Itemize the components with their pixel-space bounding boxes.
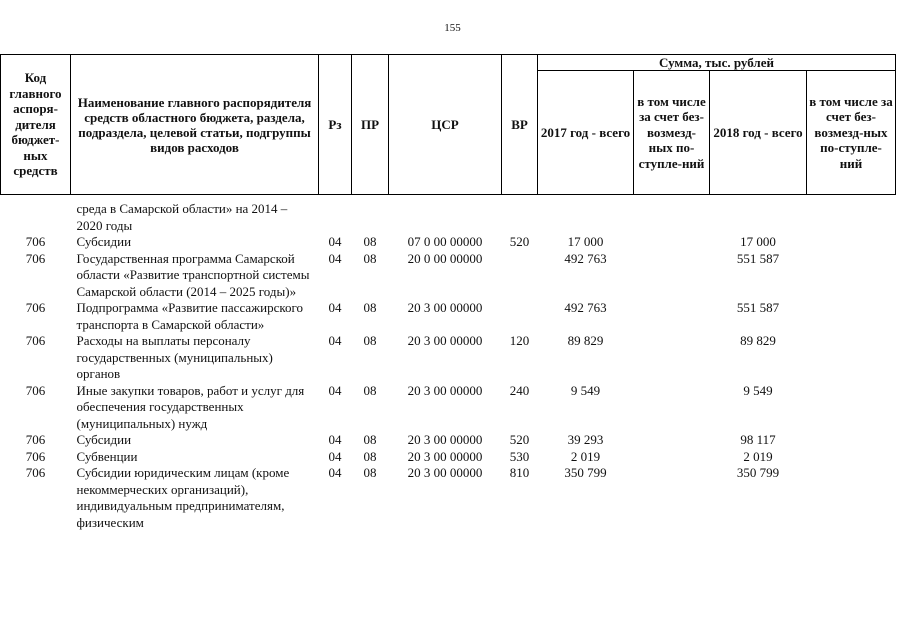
- row-gratuitous-2018: [807, 333, 896, 383]
- row-gratuitous-2017: [634, 251, 710, 301]
- table-row: [1, 333, 896, 383]
- row-code: 706: [25, 448, 46, 464]
- row-vr: 530: [509, 448, 530, 464]
- row-total-2018: 350 799: [736, 465, 780, 480]
- page-number: 155: [444, 22, 461, 34]
- row-total-2017: 39 293: [567, 432, 604, 447]
- header-code: Код главного аспоря-дителя бюджет-ных средств: [1, 55, 71, 195]
- row-name: Иные закупки товаров, работ и услуг для обеспечения государственных (муниципальных) нужд: [76, 382, 305, 431]
- row-total-2018: 17 000: [740, 234, 776, 249]
- row-csr: 07 0 00 00000: [407, 234, 483, 249]
- row-name: среда в Самарской области» на 2014 – 2020 годы: [76, 201, 288, 233]
- row-rz: 04: [328, 382, 342, 398]
- row-pr: 08: [363, 234, 377, 249]
- row-vr: 120: [509, 333, 530, 348]
- row-pr: 08: [363, 432, 377, 447]
- row-code: 706: [25, 234, 46, 249]
- row-total-2017: 17 000: [567, 234, 604, 249]
- row-name: Субсидии юридическим лицам (кроме некоммерческих организаций), индивидуальным предпринимателям, физическим: [76, 465, 290, 530]
- row-gratuitous-2018: [807, 383, 896, 433]
- row-rz: [319, 201, 352, 234]
- row-vr: 520: [509, 234, 530, 249]
- row-gratuitous-2018: [807, 465, 896, 531]
- row-pr: 08: [363, 250, 377, 266]
- row-name: Субсидии: [76, 432, 132, 447]
- row-pr: [352, 201, 389, 234]
- row-code: 706: [25, 333, 46, 348]
- row-total-2017: 89 829: [567, 333, 604, 348]
- row-vr: 240: [509, 382, 530, 398]
- table-body: [1, 195, 896, 532]
- table-row: [1, 432, 896, 449]
- header-total-2018: 2018 год - всего: [710, 71, 807, 195]
- table-row: [1, 234, 896, 251]
- row-name: Подпрограмма «Развитие пассажирского транспорта в Самарской области»: [76, 300, 304, 332]
- row-total-2017: 492 763: [564, 300, 607, 315]
- table-row: [1, 251, 896, 301]
- row-code: 706: [25, 465, 46, 480]
- row-total-2018: 551 587: [736, 250, 780, 266]
- row-total-2018: 2 019: [743, 448, 773, 464]
- row-total-2017: 350 799: [564, 465, 607, 480]
- table-header: [1, 55, 896, 195]
- row-csr: 20 3 00 00000: [407, 382, 483, 398]
- header-total-2017: 2017 год - всего: [538, 71, 634, 195]
- row-gratuitous-2018: [807, 449, 896, 466]
- row-gratuitous-2017: [634, 234, 710, 251]
- row-rz: 04: [328, 250, 342, 266]
- header-gratuitous-2018: в том числе за счет без-возмезд-ных по-ступле-ний: [807, 71, 896, 195]
- row-gratuitous-2017: [634, 300, 710, 333]
- row-gratuitous-2017: [634, 465, 710, 531]
- row-pr: 08: [363, 465, 377, 480]
- row-name: Государственная программа Самарской области «Развитие транспортной системы Самарской области (2014 – 2025 годы)»: [76, 250, 310, 299]
- table-row: [1, 465, 896, 531]
- row-vr: [502, 201, 538, 234]
- header-sum-group: Сумма, тыс. рублей: [538, 55, 896, 71]
- row-vr: [502, 300, 538, 333]
- row-code: 706: [25, 300, 46, 315]
- row-csr: [389, 201, 502, 234]
- table-row: [1, 201, 896, 234]
- row-total-2018: 89 829: [740, 333, 776, 348]
- row-total-2017: 2 019: [570, 448, 601, 464]
- row-total-2017: [538, 201, 634, 234]
- row-gratuitous-2017: [634, 449, 710, 466]
- row-rz: 04: [328, 300, 342, 315]
- header-rz: Рз: [319, 55, 352, 195]
- row-csr: 20 0 00 00000: [407, 250, 483, 266]
- header-csr: ЦСР: [389, 55, 502, 195]
- row-vr: 810: [509, 465, 530, 480]
- row-csr: 20 3 00 00000: [407, 432, 483, 447]
- row-gratuitous-2017: [634, 383, 710, 433]
- row-gratuitous-2017: [634, 333, 710, 383]
- row-code: 706: [25, 382, 46, 398]
- row-csr: 20 3 00 00000: [407, 465, 483, 480]
- table-row: [1, 300, 896, 333]
- row-total-2018: 98 117: [740, 432, 776, 447]
- row-rz: 04: [328, 465, 342, 480]
- row-rz: 04: [328, 448, 342, 464]
- row-name: Субсидии: [76, 234, 132, 249]
- row-gratuitous-2018: [807, 300, 896, 333]
- row-code: 706: [25, 432, 46, 447]
- row-code: 706: [25, 250, 46, 266]
- row-gratuitous-2018: [807, 432, 896, 449]
- header-gratuitous-2017: в том числе за счет без-возмезд-ных по-ступле-ний: [634, 71, 710, 195]
- row-gratuitous-2018: [807, 251, 896, 301]
- row-code: [1, 201, 71, 234]
- row-vr: 520: [509, 432, 530, 447]
- row-total-2017: 492 763: [564, 250, 607, 266]
- row-gratuitous-2018: [807, 234, 896, 251]
- row-rz: 04: [328, 333, 342, 348]
- row-name: Субвенции: [76, 448, 138, 464]
- row-gratuitous-2017: [634, 432, 710, 449]
- table-row: [1, 383, 896, 433]
- row-name: Расходы на выплаты персоналу государственных (муниципальных) органов: [76, 333, 273, 381]
- row-total-2018: [710, 201, 807, 234]
- row-rz: 04: [328, 432, 342, 447]
- header-vr: ВР: [502, 55, 538, 195]
- header-pr: ПР: [352, 55, 389, 195]
- row-vr: [502, 251, 538, 301]
- row-gratuitous-2018: [807, 201, 896, 234]
- row-rz: 04: [328, 234, 342, 249]
- header-name: Наименование главного распорядителя средств областного бюджета, раздела, подраздела, целевой статьи, подгруппы видов расходов: [71, 55, 319, 195]
- row-gratuitous-2017: [634, 201, 710, 234]
- row-total-2018: 9 549: [743, 382, 773, 398]
- row-pr: 08: [363, 448, 377, 464]
- row-total-2018: 551 587: [736, 300, 780, 315]
- row-pr: 08: [363, 333, 377, 348]
- table-row: [1, 449, 896, 466]
- row-csr: 20 3 00 00000: [407, 333, 483, 348]
- row-csr: 20 3 00 00000: [407, 300, 483, 315]
- row-csr: 20 3 00 00000: [407, 448, 483, 464]
- budget-table: [0, 54, 896, 531]
- row-pr: 08: [363, 300, 377, 315]
- row-pr: 08: [363, 382, 377, 398]
- row-total-2017: 9 549: [570, 382, 601, 398]
